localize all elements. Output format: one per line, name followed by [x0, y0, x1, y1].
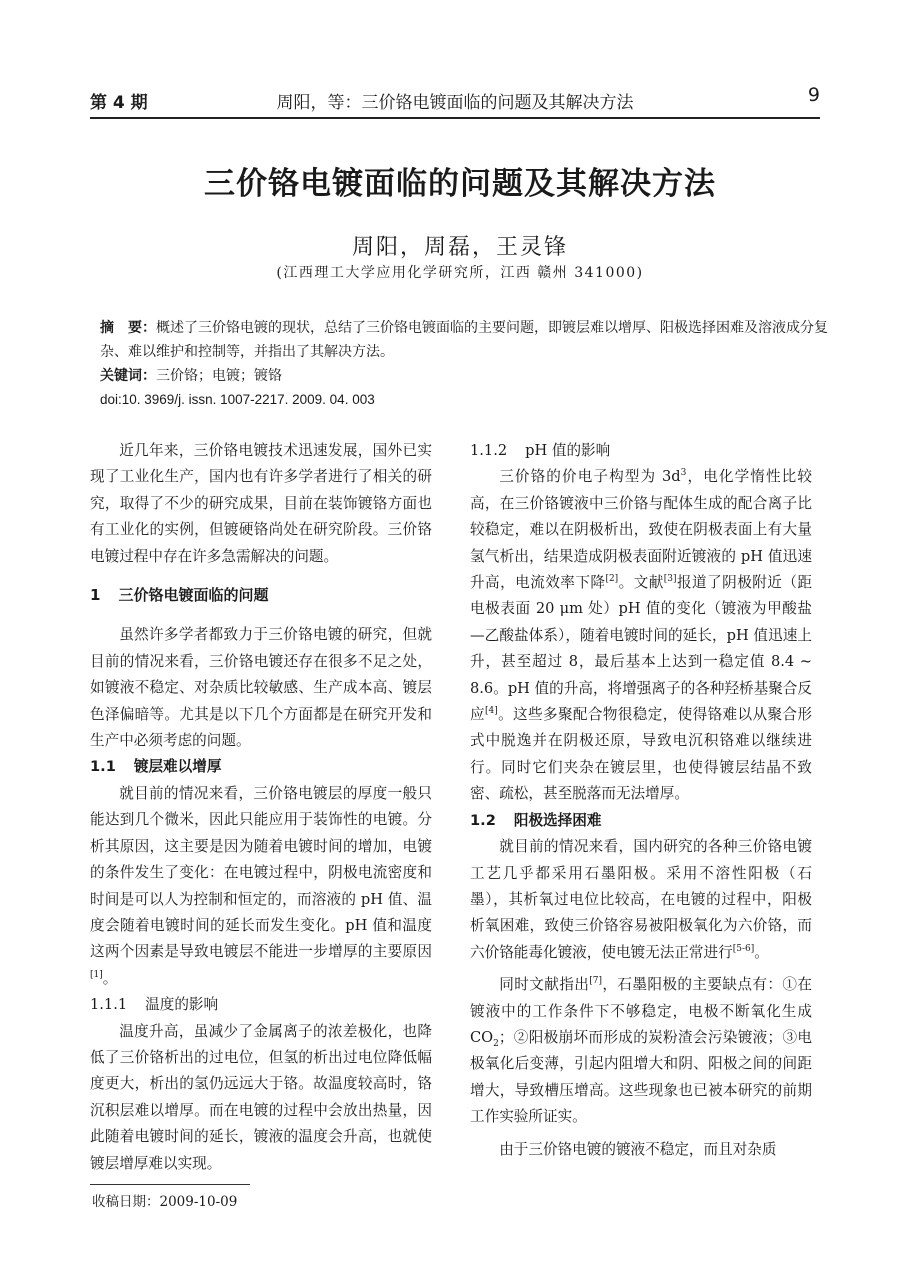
right-column [470, 438, 812, 1163]
section-1-1-1-heading [90, 992, 432, 1018]
running-title: 周阳，等：三价铬电镀面临的问题及其解决方法 [276, 93, 634, 113]
ph-text-d: 报道了阴极附近（距电极表面 20 μm 处）pH 值的变化（镀液为甲酸盐—乙酸盐体系），随着电镀时间的延长，pH 值迅速上升，甚至超过 8，最后基本上达到一稳定值 8.4 ~ 8.6。pH 值的升高，将增强离子的各种羟桥基聚合反应 [470, 574, 812, 724]
citation: [4] [484, 706, 498, 717]
section-1-1-text: 就目前的情况来看，三价铬电镀层的厚度一般只能达到几个微米，因此只能应用于装饰性的电镀。分析其原因，这主要是因为随着电镀时间的增加，电镀的条件发生了变化：在电镀过程中，阴极电流密度和时间是可以人为控制和恒定的，而溶液的 pH 值、温度会随着电镀时间的延长而发生变化。pH 值和温度这两个因素是导致电镀层不能进一步增厚的主要原因 [90, 784, 432, 961]
page-number: 9 [807, 84, 820, 106]
citation: [1] [90, 969, 103, 980]
ph-paragraph [470, 464, 812, 807]
section-1-1-2-heading [470, 438, 812, 464]
section-1-1-number: 1.1 [90, 758, 116, 776]
section-1-1-title: 镀层难以增厚 [133, 758, 222, 776]
abstract-block [100, 316, 830, 412]
footnote-rule [90, 1184, 250, 1185]
section-1-2-title: 阳极选择困难 [513, 811, 602, 829]
section-1-1-1-title: 温度的影响 [145, 996, 219, 1014]
section-1-1-end: 。 [102, 969, 118, 987]
doi: doi:10. 3969/j. issn. 1007-2217. 2009. 04. 003 [100, 392, 375, 407]
citation: [2] [605, 574, 619, 585]
affiliation: (江西理工大学应用化学研究所，江西 赣州 341000) [276, 265, 644, 281]
abstract [100, 316, 830, 364]
graphite-text-b: ，石墨阳极的主要缺点有：①在镀液中的工作条件下不够稳定，电极不断氧化生成 CO [470, 976, 812, 1046]
running-header [90, 84, 820, 114]
abstract-text: 概述了三价铬电镀的现状，总结了三价铬电镀面临的主要问题，即镀层难以增厚、阳极选择困难及溶液成分复杂、难以维护和控制等，并指出了其解决方法。 [100, 320, 828, 360]
subscript: 2 [493, 1038, 499, 1049]
section-1-title: 三价铬电镀面临的问题 [118, 586, 269, 605]
authors: 周阳，周磊，王灵锋 [351, 235, 568, 260]
ph-text-c: 。文献 [618, 574, 664, 592]
section-1-1-2-title: pH 值的影响 [525, 442, 611, 459]
section-1-1-1-paragraph: 温度升高，虽减少了金属离子的浓差极化，也降低了三价铬析出的过电位，但氢的析出过电位降低幅度更大，析出的氢仍远远大于铬。故温度较高时，铬沉积层难以增厚。而在电镀的过程中会放出热量，因此随着电镀时间的延长，镀液的温度会升高，也就使镀层增厚难以实现。 [90, 1022, 432, 1172]
keywords-label: 关键词： [100, 368, 156, 384]
section-1-2-heading [470, 808, 812, 834]
citation: [7] [589, 976, 602, 987]
section-1-number: 1 [90, 586, 101, 605]
received-date: 收稿日期：2009-10-09 [92, 1194, 238, 1210]
graphite-paragraph [470, 972, 812, 1130]
header-rule [90, 117, 820, 119]
superscript: 3 [680, 468, 687, 479]
graphite-text-a: 同时文献指出 [499, 976, 590, 994]
keywords [100, 364, 830, 388]
left-column [90, 438, 432, 1177]
keywords-text: 三价铬；电镀；镀铬 [156, 368, 282, 384]
ph-text-b: ，电化学惰性比较高，在三价铬镀液中三价铬与配体生成的配合离子比较稳定，难以在阴极析出，致使在阴极表面上有大量氢气析出，结果造成阴极表面附近镀液的 pH 值迅速升高，电流效率下降 [470, 468, 812, 592]
graphite-text-c: ；②阳极崩坏而形成的炭粉渣会污染镀液；③电极氧化后变薄，引起内阻增大和阴、阳极之间的间距增大，导致槽压增高。这些现象也已被本研究的前期工作实验所证实。 [470, 1028, 812, 1126]
citation: [3] [663, 574, 677, 585]
section-1-1-heading [90, 754, 432, 780]
section-1-1-paragraph [90, 781, 432, 992]
section-1-1-1-number: 1.1.1 [90, 996, 128, 1014]
anode-end: 。 [754, 943, 769, 961]
citation: [5-6] [732, 943, 755, 954]
anode-text: 就目前的情况来看，国内研究的各种三价铬电镀工艺几乎都采用石墨阳极。采用不溶性阳极（石墨），其析氧过电位比较高，在电镀的过程中，阳极析氧困难，致使三价铬容易被阳极氧化为六价铬，而六价铬能毒化镀液，使电镀无法正常进行 [470, 838, 812, 961]
section-1-heading [90, 582, 432, 608]
section-1-1-2-number: 1.1.2 [470, 442, 508, 459]
issue-number: 第 4 期 [90, 93, 148, 113]
anode-paragraph [470, 834, 812, 966]
impurity-paragraph: 由于三价铬电镀的镀液不稳定，而且对杂质 [499, 1140, 777, 1158]
paper-title: 三价铬电镀面临的问题及其解决方法 [204, 166, 716, 202]
intro-paragraph: 近几年来，三价铬电镀技术迅速发展，国外已实现了工业化生产，国内也有许多学者进行了相关的研究，取得了不少的研究成果，目前在装饰镀铬方面也有工业化的实例，但镀硬铬尚处在研究阶段。三价铬电镀过程中存在许多急需解决的问题。 [90, 442, 432, 565]
abstract-label: 摘 要： [100, 320, 156, 336]
section-1-paragraph: 虽然许多学者都致力于三价铬电镀的研究，但就目前的情况来看，三价铬电镀还存在很多不足之处，如镀液不稳定、对杂质比较敏感、生产成本高、镀层色泽偏暗等。尤其是以下几个方面都是在研究开发和生产中必须考虑的问题。 [90, 626, 432, 750]
ph-text-a: 三价铬的价电子构型为 3d [499, 468, 681, 486]
ph-text-e: 。这些多聚配合物很稳定，使得铬难以从聚合形式中脱逸并在阴极还原，导致电沉积铬难以继续进行。同时它们夹杂在镀层里，也使得镀层结晶不致密、疏松，甚至脱落而无法增厚。 [470, 706, 812, 803]
section-1-2-number: 1.2 [470, 811, 496, 829]
